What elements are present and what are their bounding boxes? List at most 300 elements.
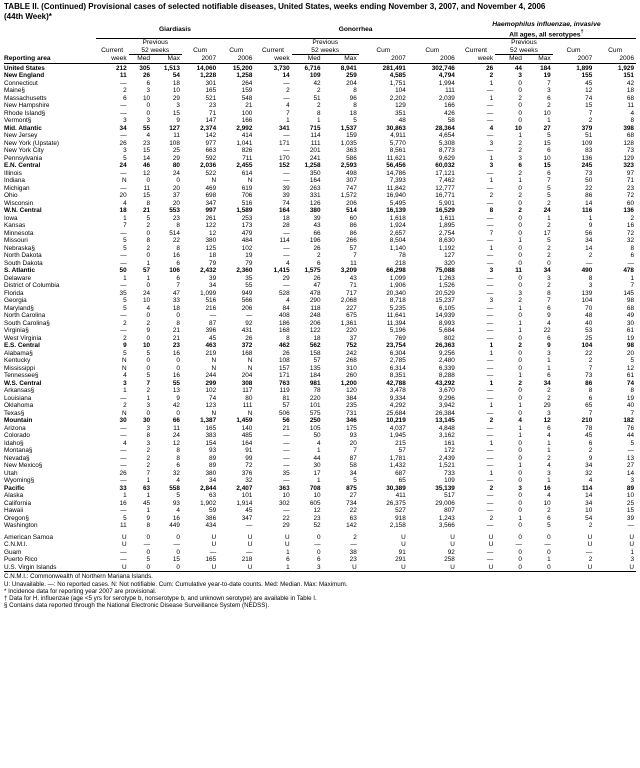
value-cell: —	[120, 556, 127, 564]
value-cell: 71	[626, 177, 634, 185]
table-row	[4, 185, 636, 193]
group-haemophilus-name: Haemophilus influenzae, invasive	[492, 21, 601, 28]
value-cell: 93	[172, 499, 180, 507]
value-cell: 206	[309, 319, 321, 327]
value-cell: —	[486, 372, 494, 380]
value-cell: 13	[626, 454, 634, 462]
value-cell: 4	[123, 372, 127, 380]
value-cell: 1	[518, 372, 522, 380]
value-cell: N	[247, 364, 253, 372]
value-cell: 1,781	[389, 454, 406, 462]
region-row	[4, 342, 636, 350]
value-cell: 752	[346, 342, 357, 350]
value-cell: 81	[282, 394, 290, 402]
value-cell: —	[283, 147, 290, 155]
value-cell: 0	[518, 409, 522, 417]
value-cell: 26	[313, 244, 321, 252]
value-cell: 75,088	[435, 267, 455, 275]
value-cell: —	[120, 548, 127, 556]
value-cell: 151	[623, 72, 634, 80]
value-cell: 2	[123, 87, 127, 95]
value-cell: 1,895	[438, 222, 455, 230]
value-cell: 61	[626, 372, 634, 380]
value-cell: 24	[119, 162, 127, 170]
value-cell: 3	[123, 147, 127, 155]
value-cell: 1,432	[389, 462, 406, 470]
med-header-3: Med	[495, 55, 524, 64]
value-cell: —	[486, 409, 494, 417]
table-row	[4, 102, 636, 110]
value-cell: 380	[205, 469, 217, 477]
reporting-area-cell: C.N.M.I.	[4, 541, 28, 549]
value-cell: 2	[588, 357, 593, 365]
value-cell: 1,258	[236, 72, 253, 80]
value-cell: 8	[353, 102, 357, 110]
value-cell: 1	[518, 432, 522, 440]
value-cell: 7	[489, 229, 494, 237]
value-cell: 10	[514, 124, 522, 132]
value-cell: —	[120, 462, 127, 470]
value-cell: 152	[278, 162, 290, 170]
value-cell: 1	[316, 477, 321, 485]
value-cell: 89	[626, 484, 634, 492]
value-cell: 34	[209, 282, 217, 290]
value-cell: 12	[313, 507, 321, 515]
y2007-header-3: 2007	[553, 55, 595, 64]
value-cell: 307	[346, 177, 357, 185]
value-cell: 1	[123, 492, 127, 500]
value-cell: 8,561	[389, 147, 406, 155]
value-cell: 2	[123, 402, 127, 410]
value-cell: 44	[313, 454, 321, 462]
value-cell: —	[486, 462, 494, 470]
value-cell: 48	[585, 312, 593, 320]
value-cell: 196	[309, 237, 321, 245]
reporting-area-cell: Kansas	[4, 222, 26, 230]
value-cell: 76	[626, 424, 634, 432]
value-cell: 60	[349, 214, 357, 222]
value-cell: 4	[286, 259, 290, 267]
max-header-3: Max	[524, 55, 553, 64]
value-cell: 59	[209, 507, 217, 515]
value-cell: 527	[395, 507, 406, 515]
value-cell: 3	[146, 424, 151, 432]
value-cell: 1	[547, 556, 551, 564]
table-row	[4, 87, 636, 95]
value-cell: 8	[353, 87, 357, 95]
table-row	[4, 95, 636, 103]
table-row	[4, 541, 636, 549]
value-cell: —	[486, 364, 494, 372]
value-cell: U	[247, 541, 253, 549]
value-cell: 47	[313, 282, 321, 290]
week-header-3: week	[457, 55, 495, 64]
value-cell: —	[283, 282, 290, 290]
value-cell: 105	[309, 424, 321, 432]
value-cell: U	[401, 563, 406, 571]
value-cell: —	[314, 541, 321, 549]
value-cell: 4	[286, 297, 290, 305]
value-cell: 363	[346, 147, 357, 155]
value-cell: 2,844	[200, 484, 217, 492]
value-cell: 408	[278, 312, 290, 320]
value-cell: 2	[146, 222, 151, 230]
reporting-area-cell: Iowa	[4, 214, 18, 222]
table-row	[4, 297, 636, 305]
value-cell: 7	[146, 469, 151, 477]
value-cell: 0	[518, 214, 522, 222]
value-cell: 16	[172, 349, 180, 357]
value-cell: 1,459	[236, 417, 253, 425]
value-cell: —	[486, 214, 494, 222]
value-cell: 384	[346, 394, 357, 402]
value-cell: 111	[310, 139, 321, 147]
value-cell: 586	[346, 154, 357, 162]
value-cell: U	[211, 563, 217, 571]
value-cell: —	[486, 199, 494, 207]
value-cell: 1,200	[340, 379, 357, 387]
value-cell: —	[283, 432, 290, 440]
cum-label-3b: Cum	[608, 47, 623, 55]
value-cell: 363	[278, 484, 290, 492]
reporting-area-cell: Utah	[4, 469, 18, 477]
value-cell: 16	[172, 372, 180, 380]
value-cell: 2,158	[389, 522, 406, 530]
value-cell: 1,387	[200, 417, 217, 425]
value-cell: 2	[146, 447, 151, 455]
value-cell: 37	[172, 192, 180, 200]
table-row	[4, 350, 636, 358]
value-cell: 22	[349, 507, 357, 515]
value-cell: 478	[623, 267, 634, 275]
value-cell: 516	[241, 199, 253, 207]
value-cell: —	[209, 548, 217, 556]
value-cell: U	[285, 541, 290, 549]
table-row	[4, 192, 636, 200]
value-cell: —	[486, 304, 494, 312]
value-cell: —	[120, 259, 127, 267]
value-cell: 379	[581, 124, 593, 132]
value-cell: 26,375	[386, 499, 406, 507]
value-cell: 514	[169, 229, 180, 237]
value-cell: 20,340	[386, 289, 406, 297]
value-cell: 182	[623, 417, 634, 425]
value-cell: —	[486, 424, 494, 432]
value-cell: —	[283, 477, 290, 485]
value-cell: 0	[146, 357, 151, 365]
value-cell: 301	[205, 79, 217, 87]
value-cell: 2	[547, 244, 551, 252]
value-cell: 6	[588, 439, 593, 447]
region-row	[4, 267, 636, 275]
reporting-area-cell: Oklahoma	[4, 402, 34, 410]
value-cell: 215	[395, 439, 406, 447]
value-cell: 166	[444, 102, 455, 110]
table-row	[4, 237, 636, 245]
value-cell: 17	[313, 469, 321, 477]
value-cell: 87	[209, 319, 217, 327]
value-cell: 43,292	[435, 379, 455, 387]
value-cell: 39	[313, 214, 321, 222]
value-cell: 68	[626, 94, 634, 102]
value-cell: 918	[395, 514, 406, 522]
value-cell: 78	[398, 252, 406, 260]
value-cell: 19	[626, 394, 634, 402]
value-cell: 24	[142, 289, 151, 297]
value-cell: 10,219	[386, 417, 406, 425]
value-cell: 308	[241, 379, 253, 387]
value-cell: 2	[547, 387, 551, 395]
value-cell: 0	[146, 334, 151, 342]
reporting-area-cell: New Jersey	[4, 132, 38, 140]
value-cell: 245	[581, 162, 593, 170]
value-cell: 3	[123, 117, 127, 125]
value-cell: 5	[547, 192, 551, 200]
value-cell: 2	[518, 147, 522, 155]
region-row	[4, 63, 636, 72]
value-cell: 4	[176, 477, 180, 485]
value-cell: 1,258	[304, 162, 321, 170]
value-cell: 6,339	[438, 364, 455, 372]
reporting-area-cell: W.S. Central	[4, 379, 42, 387]
reporting-area-cell: New Mexico§	[4, 462, 43, 470]
value-cell: 91	[245, 447, 253, 455]
value-cell: 1	[489, 154, 494, 162]
reporting-area-cell: Indiana	[4, 177, 25, 185]
value-cell: 558	[169, 484, 180, 492]
value-cell: —	[486, 237, 494, 245]
reporting-area-cell: New York City	[4, 147, 44, 155]
value-cell: 6	[547, 424, 551, 432]
reporting-area-cell: Mid. Atlantic	[4, 124, 42, 132]
value-cell: 1,611	[439, 214, 455, 222]
value-cell: 175	[346, 424, 357, 432]
value-cell: 11	[120, 522, 127, 530]
value-cell: —	[486, 477, 494, 485]
value-cell: 0	[146, 229, 151, 237]
table-row	[4, 440, 636, 448]
value-cell: 4,794	[438, 72, 455, 80]
value-cell: 118	[310, 304, 321, 312]
value-cell: 1	[630, 274, 634, 282]
value-cell: 1	[489, 79, 494, 87]
value-cell: 15	[172, 109, 180, 117]
value-cell: 2	[146, 244, 151, 252]
value-cell: 23	[313, 514, 321, 522]
value-cell: —	[486, 109, 494, 117]
value-cell: 2	[146, 319, 151, 327]
value-cell: 32	[245, 477, 253, 485]
value-cell: 6,304	[389, 349, 406, 357]
reporting-area-cell: Puerto Rico	[4, 556, 38, 564]
value-cell: 128	[623, 139, 634, 147]
table-row	[4, 515, 636, 523]
value-cell: 731	[346, 409, 357, 417]
value-cell: 1,263	[438, 274, 455, 282]
value-cell: 72	[245, 462, 253, 470]
value-cell: 14	[282, 72, 290, 80]
value-cell: 291	[395, 556, 406, 564]
value-cell: 22	[172, 237, 180, 245]
value-cell: 210	[581, 417, 593, 425]
value-cell: 184	[540, 64, 551, 72]
cum-label-2a: Cum	[376, 47, 391, 55]
table-row	[4, 155, 636, 163]
value-cell: 39	[626, 514, 634, 522]
value-cell: 1	[489, 439, 494, 447]
value-cell: 1	[547, 214, 551, 222]
value-cell: 2,036	[200, 162, 217, 170]
reporting-area-cell: Washington	[4, 522, 38, 530]
reporting-area-cell: Georgia	[4, 297, 27, 305]
value-cell: 98	[626, 342, 634, 350]
table-row	[4, 200, 636, 208]
value-cell: 1	[518, 462, 522, 470]
value-cell: 711	[242, 154, 253, 162]
value-cell: 57	[142, 267, 151, 275]
table-row	[4, 365, 636, 373]
value-cell: 5	[630, 439, 634, 447]
value-cell: 34	[209, 477, 217, 485]
value-cell: 11	[627, 102, 634, 110]
value-cell: 29,006	[435, 499, 455, 507]
value-cell: 72	[626, 192, 634, 200]
value-cell: 0	[518, 469, 522, 477]
value-cell: 20	[119, 192, 127, 200]
value-cell: 522	[205, 169, 217, 177]
value-cell: 553	[169, 207, 180, 215]
value-cell: 25,684	[386, 409, 406, 417]
value-cell: 1,994	[438, 79, 455, 87]
value-cell: 18	[172, 304, 180, 312]
value-cell: 99	[245, 454, 253, 462]
value-cell: 2	[123, 319, 127, 327]
value-cell: 2	[316, 87, 321, 95]
value-cell: 3	[316, 563, 321, 571]
value-cell: 0	[176, 533, 180, 541]
value-cell: 1	[146, 259, 151, 267]
reporting-area-cell: Alaska	[4, 492, 24, 500]
value-cell: 35,139	[435, 484, 455, 492]
value-cell: 2	[146, 462, 151, 470]
value-cell: 23,754	[386, 342, 406, 350]
table-row	[4, 357, 636, 365]
reporting-area-cell: Massachusetts	[4, 94, 47, 102]
value-cell: 11,394	[386, 319, 406, 327]
reporting-area-cell: American Samoa	[4, 533, 54, 541]
value-cell: 1,361	[340, 319, 357, 327]
value-cell: 733	[444, 469, 455, 477]
table-row	[4, 177, 636, 185]
value-cell: 168	[241, 349, 253, 357]
value-cell: 12	[543, 417, 551, 425]
value-cell: 3	[489, 297, 494, 305]
value-cell: 619	[241, 184, 253, 192]
value-cell: 142	[346, 522, 357, 530]
value-cell: 769	[395, 334, 406, 342]
value-cell: 71	[209, 109, 217, 117]
value-cell: U	[629, 533, 634, 541]
value-cell: 734	[346, 499, 357, 507]
value-cell: 5	[353, 477, 357, 485]
value-cell: 2,374	[200, 124, 217, 132]
value-cell: 2	[316, 252, 321, 260]
reporting-area-cell: S. Atlantic	[4, 267, 36, 275]
value-cell: 61	[626, 327, 634, 335]
value-cell: 45	[585, 432, 593, 440]
value-cell: 1	[518, 237, 522, 245]
reporting-area-cell: Delaware	[4, 274, 31, 282]
value-cell: 7	[286, 109, 290, 117]
value-cell: 114	[310, 132, 321, 140]
table-title	[4, 2, 636, 21]
value-cell: 30	[119, 417, 127, 425]
value-cell: 2	[123, 334, 127, 342]
value-cell: 26,384	[435, 409, 455, 417]
value-cell: 11	[515, 267, 522, 275]
value-cell: 5	[146, 372, 151, 380]
value-cell: 462	[278, 342, 290, 350]
value-cell: 14	[585, 492, 593, 500]
value-cell: 106	[169, 267, 180, 275]
value-cell: 66	[313, 229, 321, 237]
value-cell: 434	[205, 522, 217, 530]
value-cell: 1	[489, 379, 494, 387]
value-cell: 1	[547, 117, 551, 125]
value-cell: 63	[349, 514, 357, 522]
value-cell: 15	[585, 102, 593, 110]
value-cell: —	[486, 522, 494, 530]
value-cell: 79	[209, 259, 217, 267]
value-cell: 0	[518, 184, 522, 192]
reporting-area-cell: Connecticut	[4, 79, 38, 87]
value-cell: 39	[282, 192, 290, 200]
value-cell: 0	[547, 548, 551, 556]
value-cell: —	[486, 327, 494, 335]
value-cell: 2	[489, 514, 494, 522]
value-cell: 320	[444, 259, 455, 267]
value-cell: 1	[547, 447, 551, 455]
value-cell: 260	[346, 372, 357, 380]
value-cell: 1	[588, 214, 593, 222]
value-cell: 46	[142, 162, 151, 170]
table-row	[4, 507, 636, 515]
table-row	[4, 470, 636, 478]
value-cell: 74	[282, 199, 290, 207]
value-cell: 5,308	[438, 139, 455, 147]
value-cell: U	[450, 541, 455, 549]
value-cell: 479	[241, 229, 253, 237]
value-cell: 8	[316, 109, 321, 117]
value-cell: 1	[547, 477, 551, 485]
table-row	[4, 140, 636, 148]
value-cell: 10	[313, 492, 321, 500]
value-cell: 11	[173, 424, 180, 432]
value-cell: 218	[395, 259, 406, 267]
cum-label-1a: Cum	[193, 47, 207, 55]
value-cell: 259	[346, 72, 357, 80]
value-cell: 15	[142, 147, 151, 155]
value-cell: 14	[585, 199, 593, 207]
value-cell: 263	[309, 184, 321, 192]
value-cell: 0	[176, 409, 180, 417]
value-cell: 4	[547, 432, 551, 440]
value-cell: 2	[518, 379, 522, 387]
value-cell: 5	[123, 349, 127, 357]
footnote-cnmi: C.N.M.I.: Commonwealth of Northern Mariana Islands.	[4, 573, 153, 581]
value-cell: 5,770	[389, 139, 406, 147]
value-cell: —	[486, 87, 494, 95]
